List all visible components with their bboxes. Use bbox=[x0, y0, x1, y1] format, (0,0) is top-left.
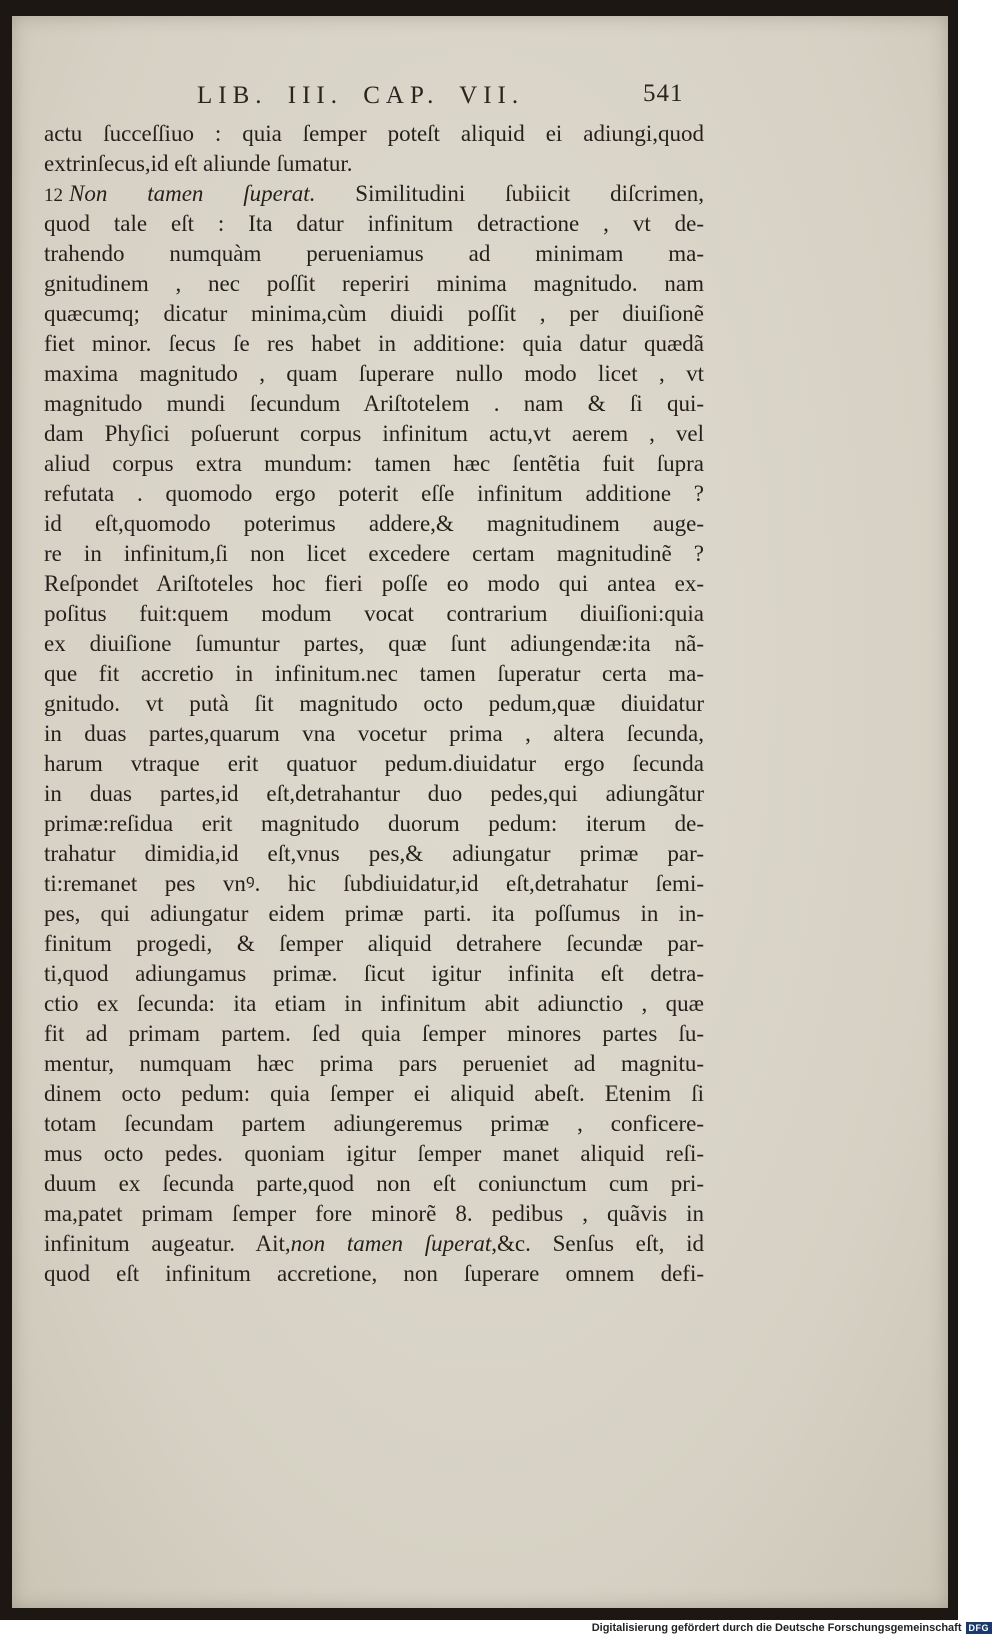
page-number: 541 bbox=[643, 80, 684, 107]
credit-text: Digitalisierung gefördert durch die Deutsche Forschungsgemeinschaft bbox=[591, 1622, 962, 1634]
text-line: primæ:reſidua erit magnitudo duorum pedum: iterum de- bbox=[44, 811, 704, 836]
note-text: Similitudini ſubiicit diſcrimen, bbox=[315, 181, 704, 206]
text-line: totam ſecundam partem adiungeremus primæ , conficere- bbox=[44, 1111, 704, 1136]
text-line: magnitudo mundi ſecundum Ariſtotelem . nam & ſi qui- bbox=[44, 391, 704, 416]
text-line: fit ad primam partem. ſed quia ſemper minores partes ſu- bbox=[44, 1021, 704, 1046]
text-line: mentur, numquam hæc prima pars perueniet ad magnitu- bbox=[44, 1051, 704, 1076]
text-line: Reſpondet Ariſtoteles hoc fieri poſſe eo modo qui antea ex- bbox=[44, 571, 704, 596]
lemma: non tamen ſuperat bbox=[290, 1231, 492, 1256]
text-line: quæcumq; dicatur minima,cùm diuidi poſſit , per diuiſionẽ bbox=[44, 301, 704, 326]
text-line: id eſt,quomodo poterimus addere,& magnitudinem auge- bbox=[44, 511, 704, 536]
text-line: refutata . quomodo ergo poterit eſſe infinitum additione ? bbox=[44, 481, 704, 506]
text-line: ctio ex ſecunda: ita etiam in infinitum abit adiunctio , quæ bbox=[44, 991, 704, 1016]
body-text bbox=[44, 119, 704, 1289]
page-header bbox=[197, 82, 697, 110]
text-line: dinem octo pedum: quia ſemper ei aliquid abeſt. Etenim ſi bbox=[44, 1081, 704, 1106]
note-number: 12 bbox=[44, 185, 63, 206]
text-line: gnitudo. vt putà ſit magnitudo octo pedum,quæ diuidatur bbox=[44, 691, 704, 716]
text-line: quod tale eſt : Ita datur infinitum detractione , vt de- bbox=[44, 211, 704, 236]
text-line: poſitus fuit:quem modum vocat contrarium diuiſioni:quia bbox=[44, 601, 704, 626]
ait-line bbox=[44, 1229, 704, 1259]
text-line: re in infinitum,ſi non licet excedere certam magnitudinẽ ? bbox=[44, 541, 704, 566]
text-line: ti:remanet pes vnꝰ. hic ſubdiuidatur,id eſt,detrahatur ſemi- bbox=[44, 871, 704, 896]
ait-text: infinitum augeatur. Ait, bbox=[44, 1231, 291, 1256]
text-line: actu ſucceſſiuo : quia ſemper poteſt aliquid ei adiungi,quod bbox=[44, 121, 704, 146]
text-line: ma,patet primam ſemper fore minorẽ 8. pedibus , quãvis in bbox=[44, 1201, 704, 1226]
ait-rest: ,&c. Senſus eſt, id bbox=[491, 1231, 704, 1256]
note-line bbox=[44, 179, 704, 209]
book-page bbox=[12, 16, 948, 1608]
text-line: ti,quod adiungamus primæ. ſicut igitur infinita eſt detra- bbox=[44, 961, 704, 986]
text-line: fiet minor. ſecus ſe res habet in additione: quia datur quædã bbox=[44, 331, 704, 356]
text-line: finitum progedi, & ſemper aliquid detrahere ſecundæ par- bbox=[44, 931, 704, 956]
text-line: trahendo numquàm perueniamus ad minimam ma- bbox=[44, 241, 704, 266]
dfg-logo-icon: DFG bbox=[966, 1622, 993, 1634]
text-line: duum ex ſecunda parte,quod non eſt coniunctum cum pri- bbox=[44, 1171, 704, 1196]
text-line: in duas partes,quarum vna vocetur prima , altera ſecunda, bbox=[44, 721, 704, 746]
text-line: aliud corpus extra mundum: tamen hæc ſentẽtia fuit ſupra bbox=[44, 451, 704, 476]
digitization-credit bbox=[592, 1622, 992, 1634]
lemma: Non tamen ſuperat. bbox=[69, 181, 316, 206]
text-line: harum vtraque erit quatuor pedum.diuidatur ergo ſecunda bbox=[44, 751, 704, 776]
text-line: pes, qui adiungatur eidem primæ parti. ita poſſumus in in- bbox=[44, 901, 704, 926]
text-line: quod eſt infinitum accretione, non ſuperare omnem defi- bbox=[44, 1261, 704, 1286]
text-line: dam Phyſici poſuerunt corpus infinitum actu,vt aerem , vel bbox=[44, 421, 704, 446]
text-line: trahatur dimidia,id eſt,vnus pes,& adiungatur primæ par- bbox=[44, 841, 704, 866]
text-line: que fit accretio in infinitum.nec tamen ſuperatur certa ma- bbox=[44, 661, 704, 686]
text-line: ex diuiſione ſumuntur partes, quæ ſunt adiungendæ:ita nã- bbox=[44, 631, 704, 656]
text-line: extrinſecus,id eſt aliunde ſumatur. bbox=[44, 151, 353, 176]
text-line: in duas partes,id eſt,detrahantur duo pedes,qui adiungãtur bbox=[44, 781, 704, 806]
text-line: mus octo pedes. quoniam igitur ſemper manet aliquid reſi- bbox=[44, 1141, 704, 1166]
text-line: gnitudinem , nec poſſit reperiri minima magnitudo. nam bbox=[44, 271, 704, 296]
running-head: LIB. III. CAP. VII. bbox=[197, 82, 525, 109]
text-line: maxima magnitudo , quam ſuperare nullo modo licet , vt bbox=[44, 361, 704, 386]
